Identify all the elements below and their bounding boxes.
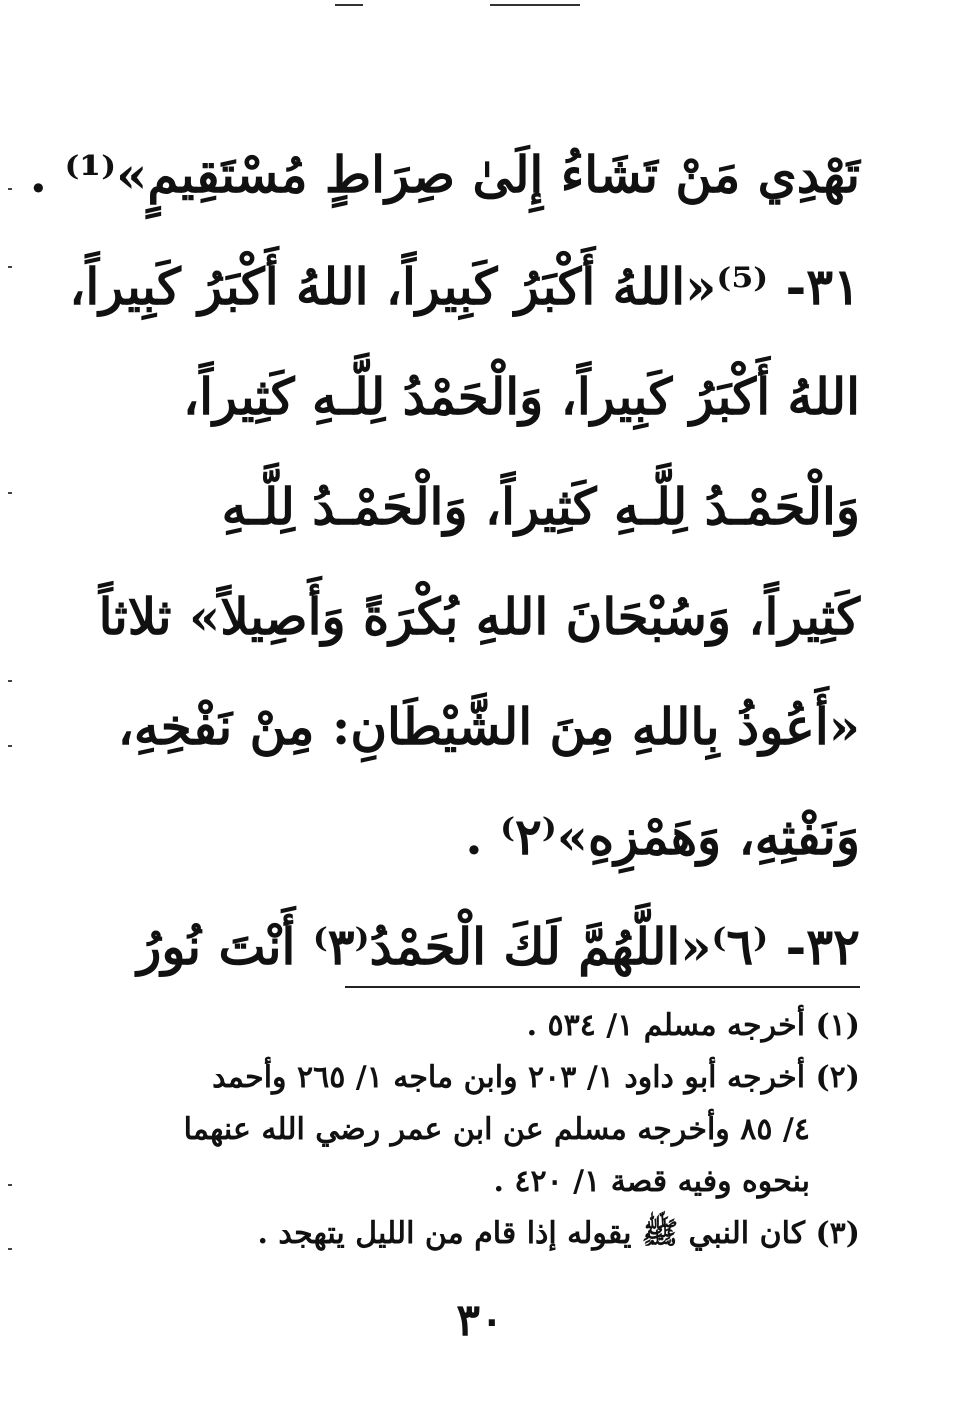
text-line: «أَعُوذُ بِاللهِ مِنَ الشَّيْطَانِ: مِنْ نَفْخِهِ، bbox=[117, 697, 860, 756]
margin-mark bbox=[8, 1248, 12, 1250]
text-line: وَالْحَمْـدُ لِلَّـهِ كَثِيراً، وَالْحَمْـدُ لِلَّـهِ bbox=[221, 477, 860, 536]
footnote-continuation: ٤/ ٨٥ وأخرجه مسلم عن ابن عمر رضي الله عنهما bbox=[183, 1112, 810, 1147]
footnote: (٣) كان النبي ﷺ يقوله إذا قام من الليل يتهجد . bbox=[257, 1216, 860, 1251]
text-line: وَنَفْثِهِ، وَهَمْزِهِ»⁽٢⁾ . bbox=[465, 807, 860, 866]
margin-mark bbox=[8, 188, 12, 190]
margin-mark bbox=[8, 492, 12, 494]
margin-mark bbox=[8, 266, 12, 268]
text-line: اللهُ أَكْبَرُ كَبِيراً، وَالْحَمْدُ لِلَّـهِ كَثِيراً، bbox=[182, 367, 860, 426]
text-line: كَثِيراً، وَسُبْحَانَ اللهِ بُكْرَةً وَأَصِيلاً» ثلاثاً bbox=[98, 587, 860, 646]
header-rule-left bbox=[335, 4, 363, 6]
margin-mark bbox=[8, 745, 12, 747]
footnote: (٢) أخرجه أبو داود ١/ ٢٠٣ وابن ماجه ١/ ٢٦٥ وأحمد bbox=[212, 1060, 860, 1095]
footnote: (١) أخرجه مسلم ١/ ٥٣٤ . bbox=[526, 1008, 860, 1043]
margin-mark bbox=[8, 680, 12, 682]
footnote-continuation: بنحوه وفيه قصة ١/ ٤٢٠ . bbox=[493, 1164, 810, 1199]
margin-mark bbox=[8, 1184, 12, 1186]
text-line: ٣١- ⁽⁵⁾«اللهُ أَكْبَرُ كَبِيراً، اللهُ أَكْبَرُ كَبِيراً، bbox=[69, 257, 860, 316]
text-line: ٣٢- ⁽٦⁾«اللَّهُمَّ لَكَ الْحَمْدُ⁽٣⁾ أَنْتَ نُورُ bbox=[137, 917, 860, 976]
header-rule-right bbox=[490, 4, 580, 6]
page-number: ٣٠ bbox=[456, 1295, 504, 1346]
main-text bbox=[29, 120, 860, 1002]
text-line: تَهْدِي مَنْ تَشَاءُ إِلَىٰ صِرَاطٍ مُسْتَقِيمٍ»⁽¹⁾ . bbox=[29, 145, 860, 204]
footnotes bbox=[100, 1000, 860, 1260]
footnote-separator bbox=[345, 986, 860, 988]
